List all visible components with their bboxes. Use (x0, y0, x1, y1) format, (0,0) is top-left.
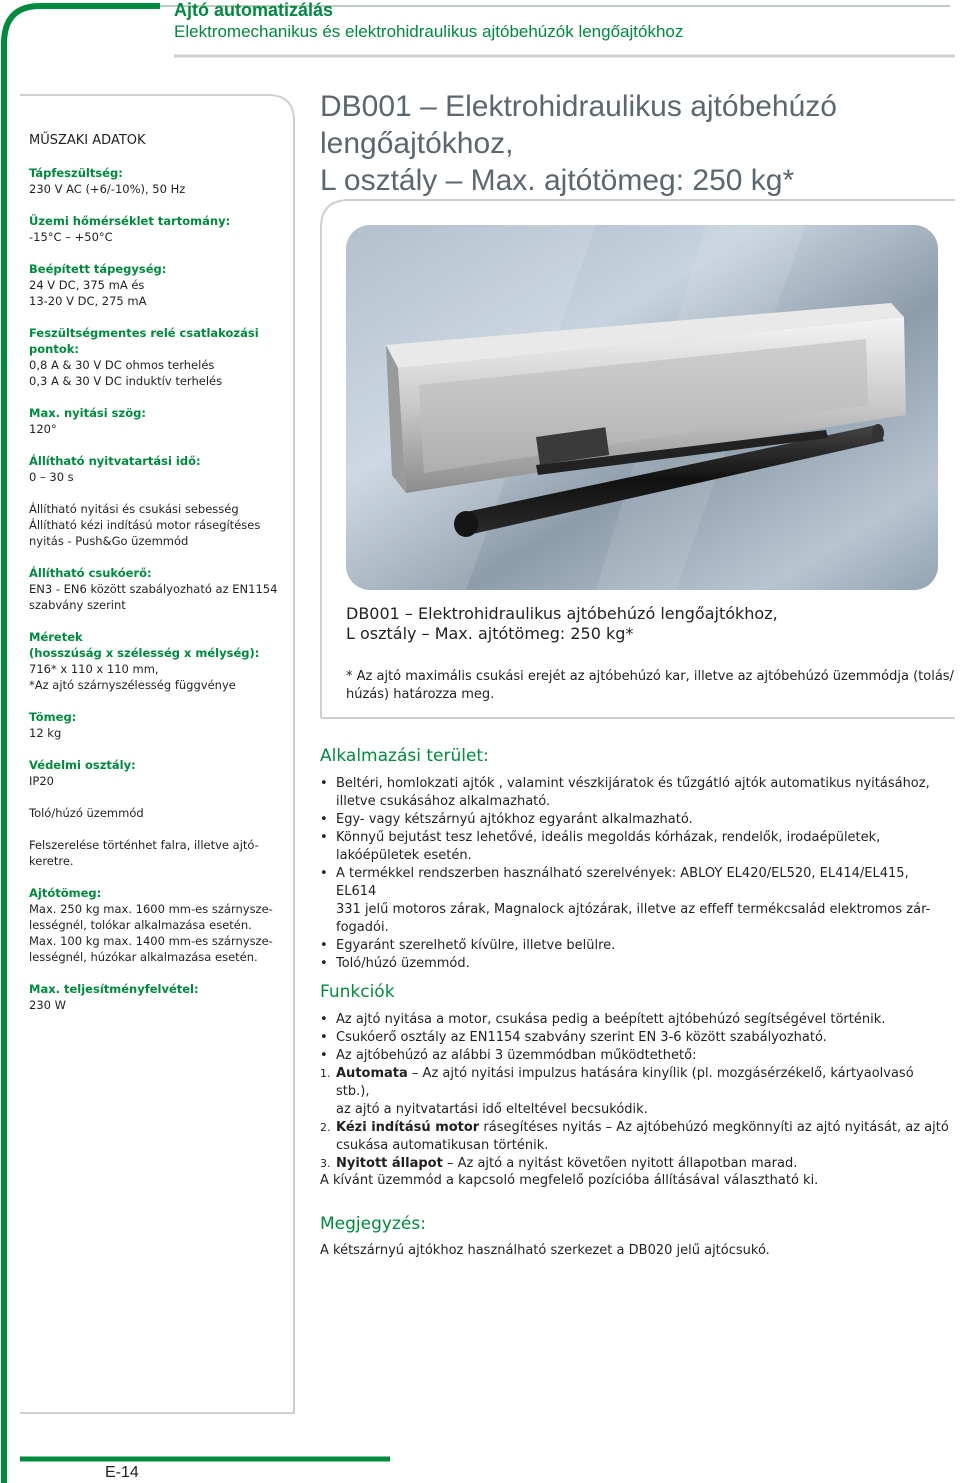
spec-value: 0,3 A & 30 V DC induktív terhelés (29, 374, 223, 388)
page-number: E-14 (105, 1464, 139, 1481)
spec-voltage (29, 165, 289, 197)
spec-adjustments (29, 501, 289, 549)
list-item: • Csukóerő osztály az EN1154 szabvány szerint EN 3-6 között szabályozható. (336, 1029, 950, 1047)
application-list (320, 775, 950, 973)
mode-description: az ajtó a nyitvatartási idő elteltével becsukódik. (336, 1102, 648, 1117)
product-title-line: L osztály – Max. ajtótömeg: 250 kg* (320, 164, 795, 197)
caption-line: DB001 – Elektrohidraulikus ajtóbehúzó lengőajtókhoz, (346, 604, 778, 623)
spec-power-consumption (29, 981, 289, 1013)
spec-dimensions (29, 629, 289, 693)
spec-mode (29, 805, 289, 821)
list-item (336, 811, 950, 829)
spec-temperature (29, 213, 289, 245)
technical-data-title: MŰSZAKI ADATOK (29, 133, 146, 148)
list-item (336, 775, 950, 811)
spec-value: Állítható nyitási és csukási sebesség (29, 502, 239, 516)
footnote-line: húzás) határozza meg. (346, 687, 495, 702)
spec-label: Védelmi osztály: (29, 758, 136, 772)
technical-data-panel (29, 133, 289, 1029)
spec-label: Max. teljesítményfelvétel: (29, 982, 199, 996)
footnote (346, 668, 954, 704)
list-item (336, 829, 950, 865)
spec-opening-angle (29, 405, 289, 437)
spec-value: Toló/húzó üzemmód (29, 806, 144, 820)
spec-closing-force (29, 565, 289, 613)
functions-closing: A kívánt üzemmód a kapcsoló megfelelő pozícióba állításával választható ki. (320, 1173, 819, 1188)
mode-name: Automata (336, 1066, 408, 1081)
spec-label: Állítható nyitvatartási idő: (29, 454, 201, 468)
spec-protection (29, 757, 289, 789)
spec-value: 716* x 110 x 110 mm, (29, 662, 159, 676)
mode-description: – Az ajtó a nyitást követően nyitott állapotban marad. (442, 1156, 798, 1171)
spec-value: 13-20 V DC, 275 mA (29, 294, 147, 308)
spec-power-supply (29, 261, 289, 309)
spec-label: Ajtótömeg: (29, 886, 102, 900)
list-item-line: • A termékkel rendszerben használható szerelvények: ABLOY EL420/EL520, EL414/EL415, EL614 (336, 866, 909, 899)
mode-item-automatic (320, 1065, 950, 1119)
spec-label: Üzemi hőmérséklet tartomány: (29, 214, 231, 228)
spec-value: *Az ajtó szárnyszélesség függvénye (29, 678, 236, 692)
product-title-line: lengőajtókhoz, (320, 127, 514, 160)
spec-value: Max. 250 kg max. 1600 mm-es szárnysze- (29, 902, 273, 916)
spec-value: EN3 - EN6 között szabályozható az EN1154 (29, 582, 278, 596)
mode-number: 2. (320, 1121, 331, 1134)
spec-value: 24 V DC, 375 mA és (29, 278, 145, 292)
spec-label: pontok: (29, 342, 79, 356)
spec-value: 230 W (29, 998, 66, 1012)
list-item (336, 955, 950, 973)
list-item-line: illetve csukásához alkalmazható. (336, 794, 551, 809)
mode-item-manual (320, 1119, 950, 1155)
list-item (336, 865, 950, 937)
list-item-line: • Toló/húzó üzemmód. (336, 956, 470, 971)
mode-description: rásegítéses nyitás – Az ajtóbehúzó megkönnyíti az ajtó nyitását, az ajtó (479, 1120, 949, 1135)
door-closer-image (346, 225, 938, 590)
remark-text: A kétszárnyú ajtókhoz használható szerkezet a DB020 jelű ajtócsukó. (320, 1243, 770, 1258)
list-item-line: fogadói. (336, 920, 389, 935)
spec-value: 12 kg (29, 726, 62, 740)
spec-hold-open-time (29, 453, 289, 485)
spec-mounting (29, 837, 289, 869)
list-item-line: lakóépületek esetén. (336, 848, 472, 863)
application-heading: Alkalmazási terület: (320, 746, 489, 766)
mode-description: – Az ajtó nyitási impulzus hatására kinyílik (pl. mozgásérzékelő, kártyaolvasó stb.), (336, 1066, 914, 1099)
spec-value: nyitás - Push&Go üzemmód (29, 534, 189, 548)
mode-number: 1. (320, 1067, 331, 1080)
mode-number: 3. (320, 1157, 331, 1170)
mode-name: Kézi indítású motor (336, 1120, 480, 1135)
spec-value: Max. 100 kg max. 1400 mm-es szárnysze- (29, 934, 273, 948)
spec-door-weight (29, 885, 289, 965)
list-item: • Az ajtóbehúzó az alábbi 3 üzemmódban működtethető: (336, 1047, 950, 1065)
product-photo (346, 225, 938, 590)
list-item: • Az ajtó nyitása a motor, csukása pedig a beépített ajtóbehúzó segítségével történik. (336, 1011, 950, 1029)
spec-value: Felszerelése történhet falra, illetve ajtó- (29, 838, 259, 852)
footnote-line: * Az ajtó maximális csukási erejét az ajtóbehúzó kar, illetve az ajtóbehúzó üzemmódja (tolás/ (346, 669, 954, 684)
list-item-line: 331 jelű motoros zárak, Magnalock ajtózárak, illetve az effeff termékcsalád elektromos zár- (336, 902, 931, 917)
spec-value: -15°C – +50°C (29, 230, 113, 244)
spec-label: Méretek (29, 630, 83, 644)
spec-value: 0 – 30 s (29, 470, 74, 484)
list-item-line: • Beltéri, homlokzati ajtók , valamint vészkijáratok és tűzgátló ajtók automatikus nyitásához, (336, 776, 930, 791)
spec-value: 230 V AC (+6/-10%), 50 Hz (29, 182, 186, 196)
functions-list (320, 1011, 950, 1173)
product-title-line: DB001 – Elektrohidraulikus ajtóbehúzó (320, 90, 837, 123)
spec-value: Állítható kézi indítású motor rásegítéses (29, 518, 261, 532)
spec-weight (29, 709, 289, 741)
product-title (320, 88, 920, 199)
list-item-line: • Egy- vagy kétszárnyú ajtókhoz egyaránt alkalmazható. (336, 812, 693, 827)
mode-item-hold-open (320, 1155, 950, 1173)
image-caption (346, 604, 946, 644)
mode-description: csukása automatikusan történik. (336, 1138, 549, 1153)
spec-value: 0,8 A & 30 V DC ohmos terhelés (29, 358, 215, 372)
spec-value: szabvány szerint (29, 598, 126, 612)
mode-name: Nyitott állapot (336, 1156, 443, 1171)
spec-value: 120° (29, 422, 57, 436)
caption-line: L osztály – Max. ajtótömeg: 250 kg* (346, 624, 634, 643)
spec-label: Tápfeszültség: (29, 166, 123, 180)
spec-relay (29, 325, 289, 389)
list-item (336, 937, 950, 955)
spec-value: IP20 (29, 774, 54, 788)
header-subtitle: Elektromechanikus és elektrohidraulikus ajtóbehúzók lengőajtókhoz (174, 22, 684, 41)
spec-label: (hosszúság x szélesség x mélység): (29, 646, 260, 660)
spec-label: Feszültségmentes relé csatlakozási (29, 326, 259, 340)
spec-value: keretre. (29, 854, 74, 868)
spec-label: Max. nyitási szög: (29, 406, 146, 420)
spec-label: Állítható csukóerő: (29, 566, 152, 580)
spec-label: Beépített tápegység: (29, 262, 167, 276)
header-title: Ajtó automatizálás (174, 0, 334, 20)
spec-value: lességnél, húzókar alkalmazása esetén. (29, 950, 258, 964)
list-item-line: • Könnyű bejutást tesz lehetővé, ideális megoldás kórházak, rendelők, irodaépületek, (336, 830, 881, 845)
functions-heading: Funkciók (320, 982, 395, 1002)
remark-heading: Megjegyzés: (320, 1214, 426, 1234)
spec-value: lességnél, tolókar alkalmazása esetén. (29, 918, 252, 932)
list-item-line: • Egyaránt szerelhető kívülre, illetve belülre. (336, 938, 616, 953)
spec-label: Tömeg: (29, 710, 77, 724)
